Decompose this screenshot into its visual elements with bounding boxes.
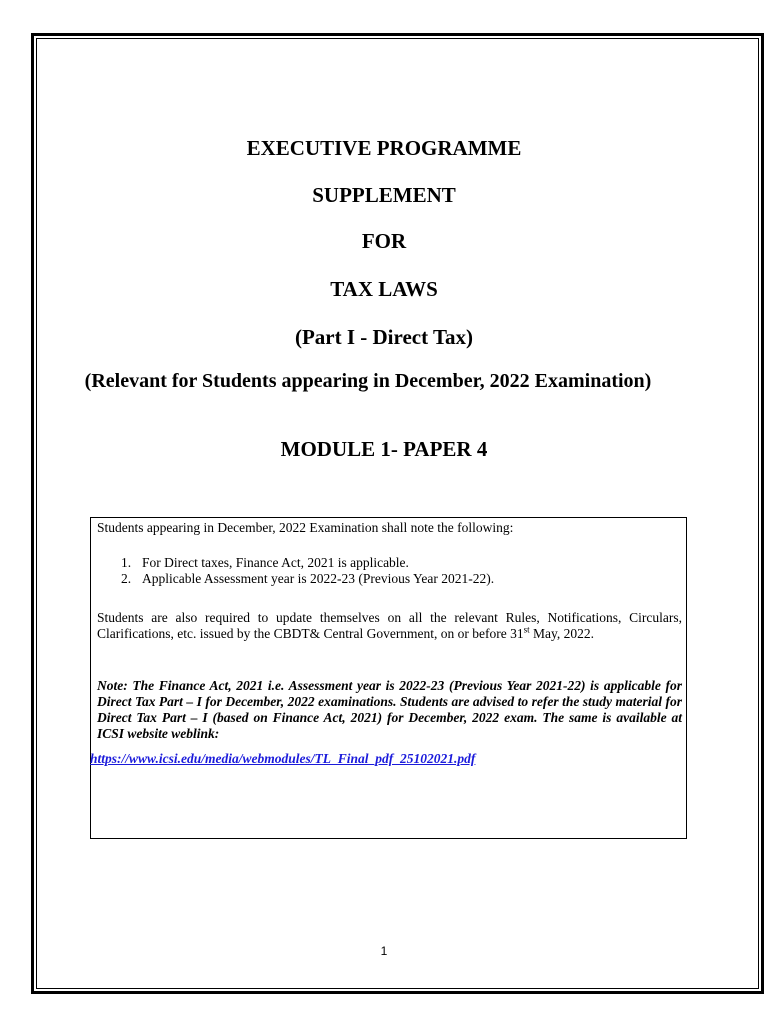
relevance-line: (Relevant for Students appearing in December, 2022 Examination) <box>84 370 652 392</box>
note-paragraph: Note: The Finance Act, 2021 i.e. Assessment year is 2022-23 (Previous Year 2021-22) is applicable for Direct Tax Part – I for December, 2022 examinations. Students are advised to refer the study material for Direct Tax Part – I (based on Finance Act, 2021) for December, 2022 exam. The same is available at ICSI website weblink: <box>97 678 682 741</box>
update-text-before: Students are also required to update themselves on all the relevant Rules, Notifications, Circulars, Clarifications, etc. issued by the CBDT& Central Government, on or before 31 <box>97 610 682 641</box>
title-supplement: SUPPLEMENT <box>312 183 456 207</box>
list-item-text: For Direct taxes, Finance Act, 2021 is applicable. <box>142 555 409 570</box>
study-material-link[interactable]: https://www.icsi.edu/media/webmodules/TL_Final_pdf_25102021.pdf <box>90 751 476 766</box>
notice-intro: Students appearing in December, 2022 Examination shall note the following: <box>97 520 514 535</box>
update-paragraph <box>97 610 682 642</box>
title-programme: EXECUTIVE PROGRAMME <box>246 136 522 160</box>
list-item-number: 1. <box>121 555 132 570</box>
list-item-number: 2. <box>121 571 132 586</box>
title-subject: TAX LAWS <box>330 277 438 301</box>
update-superscript: st <box>523 624 530 635</box>
update-text-after: May, 2022. <box>529 626 595 641</box>
title-part: (Part I - Direct Tax) <box>294 325 474 349</box>
list-item <box>97 555 494 571</box>
notice-points-list <box>97 555 494 587</box>
list-item-text: Applicable Assessment year is 2022-23 (Previous Year 2021-22). <box>142 571 495 586</box>
module-line: MODULE 1- PAPER 4 <box>280 437 488 461</box>
title-for: FOR <box>361 229 407 253</box>
list-item <box>97 571 494 587</box>
page-inner-border <box>36 38 759 989</box>
notice-box <box>90 517 687 839</box>
page-number: 1 <box>380 944 388 958</box>
